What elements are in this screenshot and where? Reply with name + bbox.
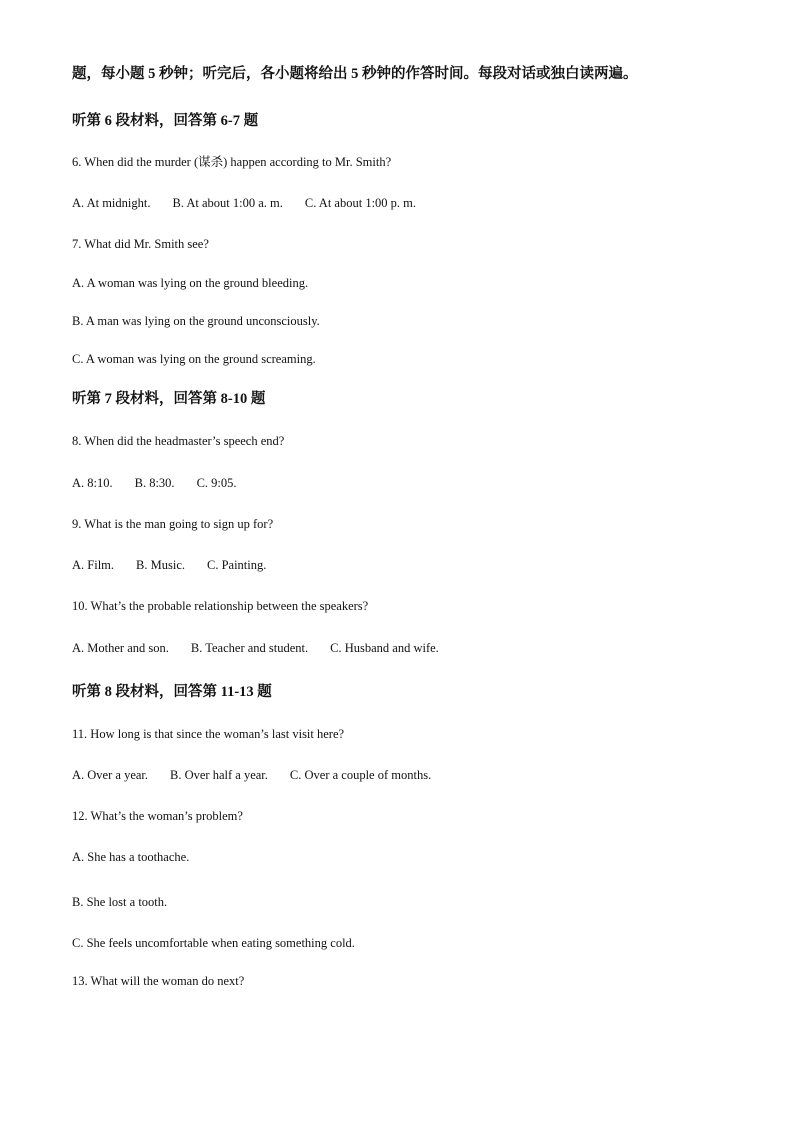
option-b: B. Music. xyxy=(136,558,185,572)
section-heading-8: 听第 8 段材料，回答第 11-13 题 xyxy=(72,684,272,700)
question-stem-13: 13. What will the woman do next? xyxy=(72,974,245,988)
option-a: A. Film. xyxy=(72,558,115,572)
question-stem-11: 11. How long is that since the woman’s last visit here? xyxy=(72,727,345,741)
question-options-6 xyxy=(72,195,416,211)
question-stem-12: 12. What’s the woman’s problem? xyxy=(72,809,243,823)
option-c: C. Husband and wife. xyxy=(330,641,439,655)
question-options-10 xyxy=(72,640,439,656)
option-c: C. Over a couple of months. xyxy=(289,768,432,782)
section-heading-7: 听第 7 段材料，回答第 8-10 题 xyxy=(72,391,266,407)
question-options-11 xyxy=(72,767,431,783)
question-options-8 xyxy=(72,475,237,491)
option-b: B. At about 1:00 a. m. xyxy=(172,196,283,210)
option-c: C. Painting. xyxy=(207,558,267,572)
option-c: C. At about 1:00 p. m. xyxy=(304,196,417,210)
question-stem-10: 10. What’s the probable relationship between the speakers? xyxy=(72,599,369,613)
section-heading-6: 听第 6 段材料，回答第 6-7 题 xyxy=(72,113,259,129)
intro-text: 题，每小题 5 秒钟；听完后，各小题将给出 5 秒钟的作答时间。每段对话或独白读两遍。 xyxy=(72,66,638,82)
question-stem-6: 6. When did the murder (谋杀) happen according to Mr. Smith? xyxy=(72,155,392,169)
question-stem-8: 8. When did the headmaster’s speech end? xyxy=(72,434,285,448)
option-a: A. Mother and son. xyxy=(72,641,169,655)
option-a: A. Over a year. xyxy=(72,768,149,782)
option-c: C. A woman was lying on the ground screaming. xyxy=(72,352,316,366)
question-stem-7: 7. What did Mr. Smith see? xyxy=(72,237,209,251)
question-stem-9: 9. What is the man going to sign up for? xyxy=(72,517,274,531)
option-b: B. She lost a tooth. xyxy=(72,895,168,909)
option-a: A. At midnight. xyxy=(72,196,151,210)
option-a: A. 8:10. xyxy=(72,476,113,490)
option-a: A. She has a toothache. xyxy=(72,850,190,864)
option-c: C. She feels uncomfortable when eating something cold. xyxy=(72,936,355,950)
option-a: A. A woman was lying on the ground bleeding. xyxy=(72,276,309,290)
question-options-9 xyxy=(72,557,266,573)
option-b: B. Over half a year. xyxy=(170,768,268,782)
option-c: C. 9:05. xyxy=(196,476,237,490)
option-b: B. A man was lying on the ground unconsciously. xyxy=(72,314,320,328)
option-b: B. 8:30. xyxy=(134,476,175,490)
option-b: B. Teacher and student. xyxy=(190,641,309,655)
